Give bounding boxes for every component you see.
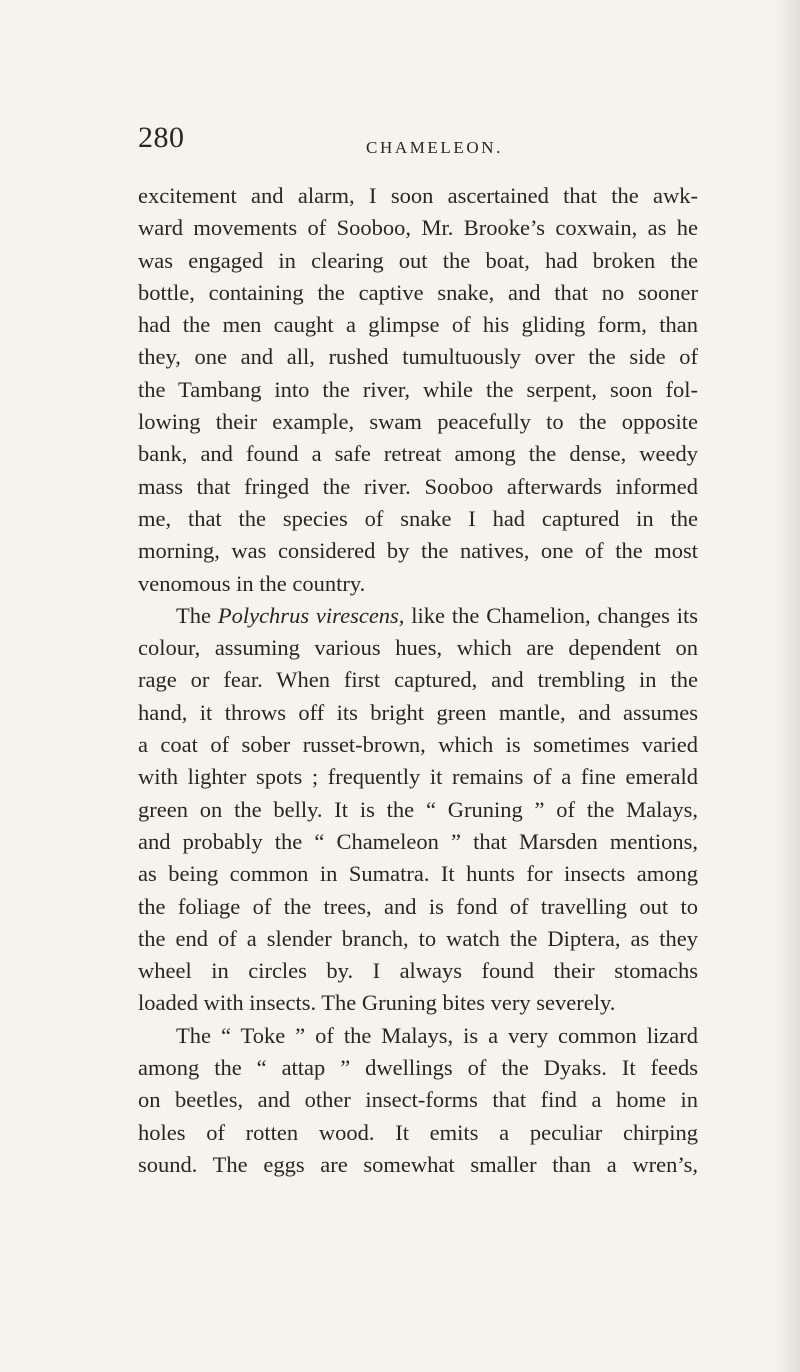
text-line: the Tambang into the river, while the serpent, soon fol-	[138, 376, 698, 402]
text-line: on beetles, and other insect-forms that find a home in	[138, 1087, 698, 1113]
text-line: as being common in Sumatra. It hunts for insects among	[138, 861, 698, 887]
text-line: ward movements of Sooboo, Mr. Brooke’s coxwain, as he	[138, 215, 698, 241]
paragraph-3-first-line: The “ Toke ” of the Malays, is a very common lizard	[176, 1022, 698, 1048]
text-line: a coat of sober russet-brown, which is sometimes varied	[138, 732, 698, 758]
text-line: the foliage of the trees, and is fond of travelling out to	[138, 893, 698, 919]
text-line: colour, assuming various hues, which are dependent on	[138, 635, 698, 661]
text-line: the end of a slender branch, to watch the Diptera, as they	[138, 925, 698, 951]
paragraph-2-rest: like the Chamelion, changes its	[404, 602, 699, 628]
running-head: CHAMELEON.	[366, 138, 503, 157]
text-line: excitement and alarm, I soon ascertained that the awk-	[138, 183, 698, 208]
text-line: among the “ attap ” dwellings of the Dyaks. It feeds	[138, 1055, 698, 1081]
page-edge-shadow	[774, 0, 800, 1372]
text-line: me, that the species of snake I had captured in the	[138, 505, 698, 531]
text-line: hand, it throws off its bright green mantle, and assumes	[138, 699, 698, 725]
text-line: they, one and all, rushed tumultuously over the side of	[138, 344, 698, 370]
text-line: with lighter spots ; frequently it remains of a fine emerald	[138, 764, 698, 790]
paragraph-2-lead: The	[176, 602, 218, 628]
text-line: morning, was considered by the natives, one of the most	[138, 538, 698, 564]
text-line: was engaged in clearing out the boat, had broken the	[138, 247, 698, 273]
text-line: bottle, containing the captive snake, and that no sooner	[138, 279, 698, 305]
paragraph-2-first-line	[138, 600, 698, 632]
text-line: had the men caught a glimpse of his gliding form, than	[138, 312, 698, 338]
body-text	[138, 180, 698, 1181]
page-header	[138, 118, 698, 166]
text-line: and probably the “ Chameleon ” that Marsden mentions,	[138, 828, 698, 854]
text-line: mass that fringed the river. Sooboo afterwards informed	[138, 473, 698, 499]
text-line: holes of rotten wood. It emits a peculiar chirping	[138, 1119, 698, 1145]
text-line: wheel in circles by. I always found their stomachs	[138, 958, 698, 984]
text-line: rage or fear. When first captured, and trembling in the	[138, 667, 698, 693]
text-line: sound. The eggs are somewhat smaller than a wren’s,	[138, 1151, 698, 1177]
species-name: Polychrus virescens,	[217, 602, 405, 628]
text-line: green on the belly. It is the “ Gruning ” of the Malays,	[138, 796, 698, 822]
text-line: loaded with insects. The Gruning bites very severely.	[138, 990, 616, 1016]
page-number: 280	[138, 121, 185, 154]
text-line: lowing their example, swam peacefully to the opposite	[138, 409, 698, 435]
text-line: bank, and found a safe retreat among the dense, weedy	[138, 441, 698, 467]
text-line: venomous in the country.	[138, 570, 366, 596]
